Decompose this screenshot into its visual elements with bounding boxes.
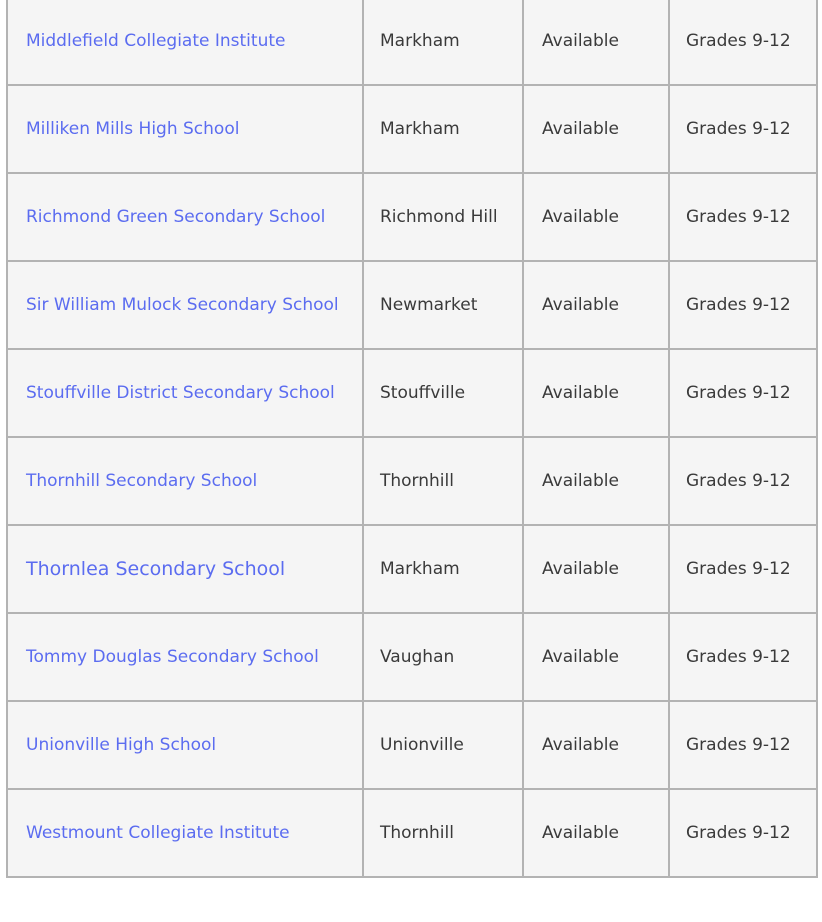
grades-cell: Grades 9-12: [669, 437, 817, 525]
school-name-cell: [7, 789, 363, 877]
city-cell: Markham: [363, 525, 523, 613]
school-link[interactable]: Sir William Mulock Secondary School: [26, 295, 339, 315]
city-cell: Newmarket: [363, 261, 523, 349]
availability-cell: Available: [523, 349, 669, 437]
school-name-cell: [7, 701, 363, 789]
city-cell: Vaughan: [363, 613, 523, 701]
availability-cell: Available: [523, 261, 669, 349]
city-cell: Thornhill: [363, 437, 523, 525]
grades-cell: Grades 9-12: [669, 173, 817, 261]
city-cell: Stouffville: [363, 349, 523, 437]
availability-cell: Available: [523, 0, 669, 85]
city-cell: Markham: [363, 85, 523, 173]
grades-cell: Grades 9-12: [669, 701, 817, 789]
school-link[interactable]: Thornhill Secondary School: [26, 471, 258, 491]
table-row: [7, 173, 817, 261]
school-link[interactable]: Middlefield Collegiate Institute: [26, 31, 286, 51]
availability-cell: Available: [523, 701, 669, 789]
school-name-cell: [7, 525, 363, 613]
table-row: [7, 261, 817, 349]
school-link[interactable]: Milliken Mills High School: [26, 119, 240, 139]
availability-cell: Available: [523, 525, 669, 613]
school-name-cell: [7, 85, 363, 173]
availability-cell: Available: [523, 437, 669, 525]
school-name-cell: [7, 261, 363, 349]
table-row: [7, 437, 817, 525]
grades-cell: Grades 9-12: [669, 789, 817, 877]
availability-cell: Available: [523, 85, 669, 173]
city-cell: Unionville: [363, 701, 523, 789]
table-row: [7, 613, 817, 701]
school-link[interactable]: Unionville High School: [26, 735, 217, 755]
availability-cell: Available: [523, 613, 669, 701]
school-name-cell: [7, 437, 363, 525]
school-name-cell: [7, 173, 363, 261]
schools-table-body: [7, 0, 817, 877]
school-link[interactable]: Stouffville District Secondary School: [26, 383, 335, 403]
school-link[interactable]: Westmount Collegiate Institute: [26, 823, 290, 843]
availability-cell: Available: [523, 173, 669, 261]
grades-cell: Grades 9-12: [669, 349, 817, 437]
school-name-cell: [7, 0, 363, 85]
school-name-cell: [7, 613, 363, 701]
school-name-cell: [7, 349, 363, 437]
table-row: [7, 789, 817, 877]
availability-cell: Available: [523, 789, 669, 877]
table-row: [7, 85, 817, 173]
table-row: [7, 0, 817, 85]
school-link[interactable]: Thornlea Secondary School: [26, 557, 286, 580]
grades-cell: Grades 9-12: [669, 613, 817, 701]
school-link[interactable]: Richmond Green Secondary School: [26, 207, 326, 227]
grades-cell: Grades 9-12: [669, 0, 817, 85]
table-row: [7, 701, 817, 789]
schools-table: [6, 0, 818, 878]
table-row: [7, 349, 817, 437]
city-cell: Richmond Hill: [363, 173, 523, 261]
city-cell: Markham: [363, 0, 523, 85]
grades-cell: Grades 9-12: [669, 525, 817, 613]
grades-cell: Grades 9-12: [669, 85, 817, 173]
school-link[interactable]: Tommy Douglas Secondary School: [26, 647, 319, 667]
grades-cell: Grades 9-12: [669, 261, 817, 349]
city-cell: Thornhill: [363, 789, 523, 877]
table-row: [7, 525, 817, 613]
